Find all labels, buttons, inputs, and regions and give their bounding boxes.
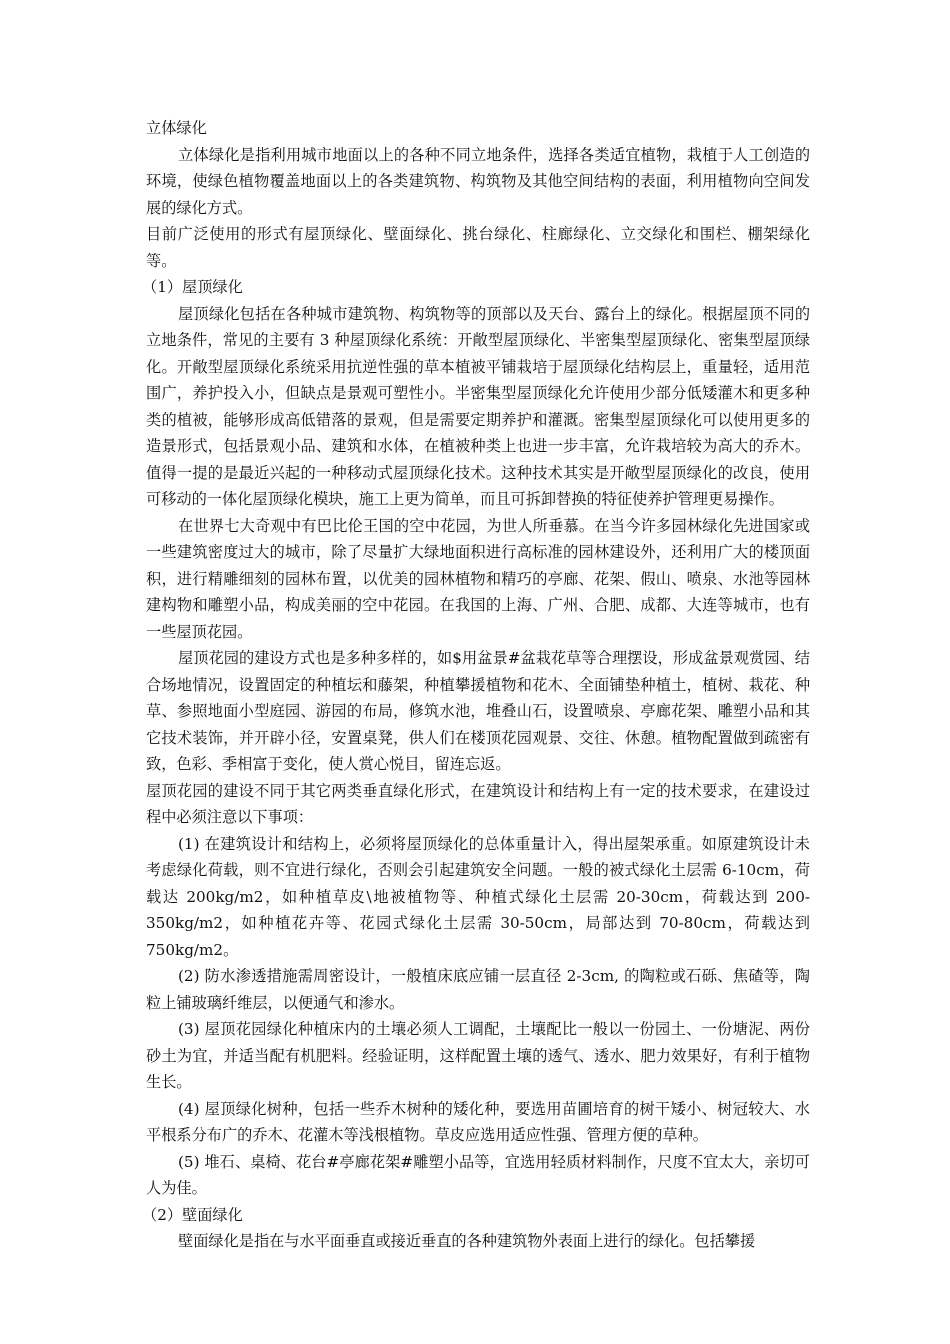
paragraph: 屋顶花园的建设方式也是多种多样的，如$用盆景#盆栽花草等合理摆设，形成盆景观赏园、结合场地情况，设置固定的种植坛和藤架，种植攀援植物和花木、全面铺垫种植土，植树、栽花、种草、参照地面小型庭园、游园的布局，修筑水池，堆叠山石，设置喷泉、亭廊花架、雕塑小品和其它技术装饰，并开辟小径，安置桌凳，供人们在楼顶花园观景、交往、休憩。植物配置做到疏密有致，色彩、季相富于变化，使人赏心悦目，留连忘返。 xyxy=(146,649,810,773)
paragraph: 壁面绿化是指在与水平面垂直或接近垂直的各种建筑物外表面上进行的绿化。包括攀援 xyxy=(178,1232,756,1250)
list-item: (5) 堆石、桌椅、花台#亭廊花架#雕塑小品等，宜选用轻质材料制作，尺度不宜太大，亲切可人为佳。 xyxy=(146,1152,810,1197)
list-item: (3) 屋顶花园绿化种植床内的土壤必须人工调配，土壤配比一般以一份园土、一份塘泥、两份砂土为宜，并适当配有机肥料。经验证明，这样配置土壤的透气、透水、肥力效果好，有利于植物生长。 xyxy=(146,1020,810,1091)
paragraph: 屋顶绿化包括在各种城市建筑物、构筑物等的顶部以及天台、露台上的绿化。根据屋顶不同的立地条件，常见的主要有 3 种屋顶绿化系统：开敞型屋顶绿化、半密集型屋顶绿化、密集型屋顶绿化。开敞型屋顶绿化系统采用抗逆性强的草本植被平铺栽培于屋顶绿化结构层上，重量轻，适用范围广，养护投入小，但缺点是景观可塑性小。半密集型屋顶绿化允许使用少部分低矮灌木和更多种类的植被，能够形成高低错落的景观，但是需要定期养护和灌溉。密集型屋顶绿化可以使用更多的造景形式，包括景观小品、建筑和水体，在植被种类上也进一步丰富，允许栽培较为高大的乔木。值得一提的是最近兴起的一种移动式屋顶绿化技术。这种技术其实是开敞型屋顶绿化的改良，使用可移动的一体化屋顶绿化模块，施工上更为简单，而且可拆卸替换的特征使养护管理更易操作。 xyxy=(146,304,810,508)
section-heading: （1）屋顶绿化 xyxy=(142,278,243,296)
paragraph: 目前广泛使用的形式有屋顶绿化、壁面绿化、挑台绿化、柱廊绿化、立交绿化和围栏、棚架绿化等。 xyxy=(146,225,810,270)
section-heading: （2）壁面绿化 xyxy=(142,1205,243,1224)
document-title: 立体绿化 xyxy=(146,119,207,137)
paragraph: 立体绿化是指利用城市地面以上的各种不同立地条件，选择各类适宜植物，栽植于人工创造的环境，使绿色植物覆盖地面以上的各类建筑物、构筑物及其他空间结构的表面，利用植物向空间发展的绿化方式。 xyxy=(146,145,810,217)
list-item: (2) 防水渗透措施需周密设计，一般植床底应铺一层直径 2-3cm, 的陶粒或石砾、焦碴等，陶粒上铺玻璃纤维层，以便通气和渗水。 xyxy=(146,967,810,1012)
list-item: (4) 屋顶绿化树种，包括一些乔木树种的矮化种，要选用苗圃培育的树干矮小、树冠较大、水平根系分布广的乔木、花灌木等浅根植物。草皮应选用适应性强、管理方便的草种。 xyxy=(146,1099,810,1144)
paragraph: 屋顶花园的建设不同于其它两类垂直绿化形式，在建筑设计和结构上有一定的技术要求，在建设过程中必须注意以下事项： xyxy=(146,781,810,826)
list-item: (1) 在建筑设计和结构上，必须将屋顶绿化的总体重量计入，得出屋架承重。如原建筑设计未考虑绿化荷载，则不宜进行绿化，否则会引起建筑安全问题。一般的被式绿化土层需 6-10cm，荷载达 200kg/m2，如种植草皮\地被植物等、种植式绿化土层需 20-30cm，荷载达到 200-350kg/m2，如种植花卉等、花园式绿化土层需 30-50cm，局部达到 70-80cm，荷载达到 750kg/m2。 xyxy=(146,834,810,959)
paragraph: 在世界七大奇观中有巴比伦王国的空中花园，为世人所垂慕。在当今许多园林绿化先进国家或一些建筑密度过大的城市，除了尽量扩大绿地面积进行高标准的园林建设外，还利用广大的楼顶面积，进行精雕细刻的园林布置，以优美的园林植物和精巧的亭廊、花架、假山、喷泉、水池等园林建构物和雕塑小品，构成美丽的空中花园。在我国的上海、广州、合肥、成都、大连等城市，也有一些屋顶花园。 xyxy=(146,516,810,641)
document-page xyxy=(142,115,810,1255)
